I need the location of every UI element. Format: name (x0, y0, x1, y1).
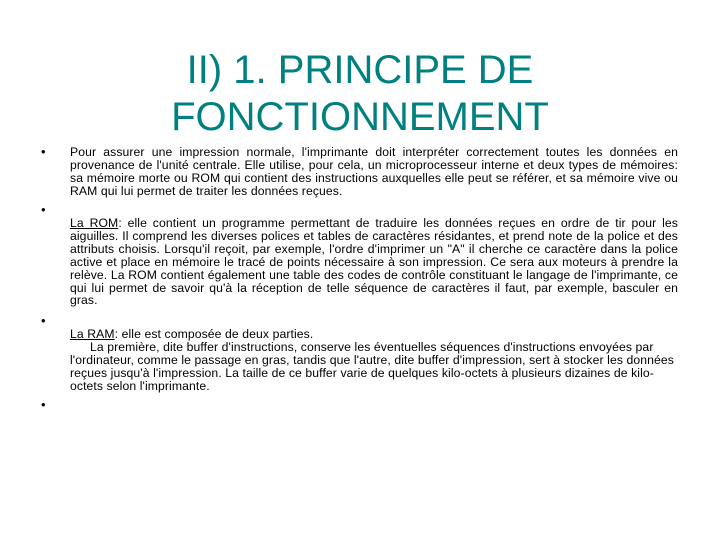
title-line-2: FONCTIONNEMENT (171, 94, 549, 139)
ram-subtext: La première, dite buffer d'instructions, conserve les éventuelles séquences d'instructions envoyées par l'ordinateur, comme le passage en gras, tandis que l'autre, dite buffer d'impression, sert à stocker les données reçues jusqu'à l'impression. La taille de ce buffer varie de quelques kilo-octets à plusieurs dizaines de kilo-octets selon l'imprimante. (70, 339, 674, 393)
ram-text: : elle est composée de deux parties. (114, 327, 314, 341)
bullet-item-ram (70, 328, 678, 393)
bullet-item-rom (70, 217, 678, 307)
bullet-marker-1: • (41, 144, 46, 159)
bullet-marker-3: • (41, 313, 46, 328)
rom-term: La ROM (70, 216, 119, 230)
rom-text: : elle contient un programme permettant de traduire les données reçues en ordre de tir pour les aiguilles. Il comprend les diverses polices et tables de caractères résidantes, et prend note de la police et des attributs choisis. Lorsqu'il reçoit, par exemple, l'ordre d'imprimer un "A" il cherche ce caractère dans la police active et place en mémoire le tracé de points nécessaire à son impression. Ce sera aux moteurs à prendre la relève. La ROM contient également une table des codes de contrôle constituant le langage de l'imprimante, ce qui lui permet de savoir qu'à la réception de telle séquence de caractères il faut, par exemple, basculer en gras. (70, 216, 678, 308)
ram-term: La RAM (70, 327, 115, 341)
intro-text: Pour assurer une impression normale, l'imprimante doit interpréter correctement toutes les données en provenance de l'unité centrale. Elle utilise, pour cela, un microprocesseur interne et deux types de mémoires: sa mémoire morte ou ROM qui contient des instructions auxquelles elle peut se référer, et sa mémoire vive ou RAM qui lui permet de traiter les données reçues. (70, 145, 678, 198)
bullet-item-intro (70, 146, 678, 198)
bullet-marker-4: • (41, 397, 46, 412)
bullet-marker-2: • (41, 202, 46, 217)
title-line-1: II) 1. PRINCIPE DE (186, 47, 534, 92)
